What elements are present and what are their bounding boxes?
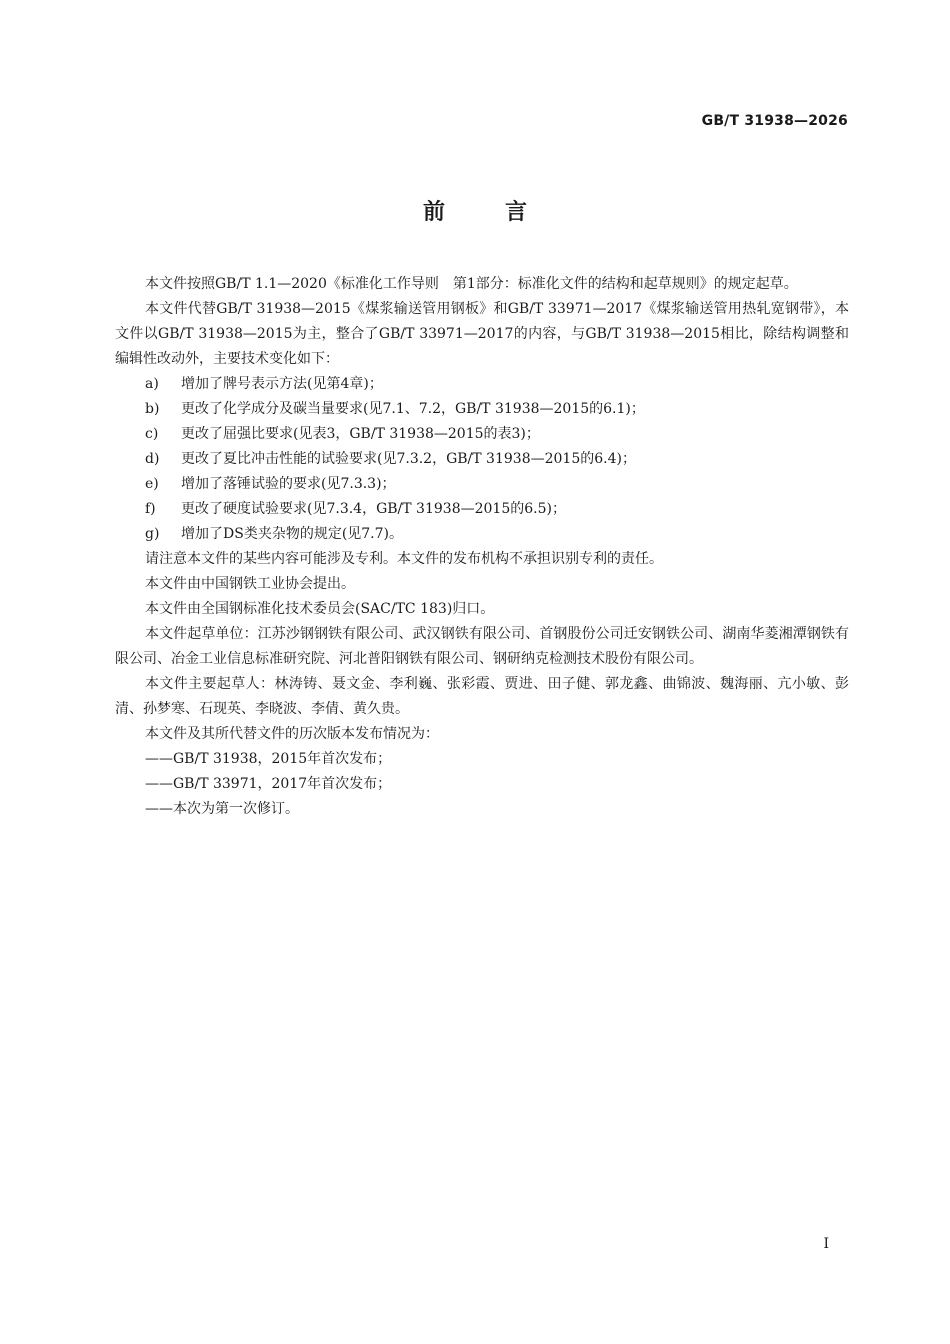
- page-number: I: [823, 1236, 829, 1252]
- paragraph-drafting-units: 本文件起草单位：江苏沙钢钢铁有限公司、武汉钢铁有限公司、首钢股份公司迁安钢铁公司、湖南华菱湘潭钢铁有限公司、冶金工业信息标准研究院、河北普阳钢铁有限公司、钢研纳克检测技术股份有限公司。: [115, 626, 849, 667]
- list-item: [115, 397, 849, 422]
- standard-code: GB/T 31938—2026: [701, 113, 848, 129]
- paragraph-drafting-rules: 本文件按照GB/T 1.1—2020《标准化工作导则 第1部分：标准化文件的结构和起草规则》的规定起草。: [145, 276, 798, 292]
- list-item-text: 更改了化学成分及碳当量要求(见7.1、7.2，GB/T 31938—2015的6.1)；: [181, 401, 645, 417]
- history-item: ——GB/T 31938，2015年首次发布；: [145, 751, 392, 767]
- list-item-label: e): [145, 476, 159, 492]
- list-item-text: 更改了屈强比要求(见表3，GB/T 31938—2015的表3)；: [181, 426, 540, 442]
- paragraph-history-intro: 本文件及其所代替文件的历次版本发布情况为：: [145, 726, 439, 742]
- paragraph-proposer: 本文件由中国钢铁工业协会提出。: [145, 576, 355, 592]
- list-item: [115, 522, 849, 547]
- list-item-label: a): [145, 376, 159, 392]
- list-item-text: 增加了落锤试验的要求(见7.3.3)；: [181, 476, 396, 492]
- list-item-text: 更改了夏比冲击性能的试验要求(见7.3.2，GB/T 31938—2015的6.4)；: [181, 451, 636, 467]
- list-item-label: b): [145, 401, 160, 417]
- list-item: [115, 472, 849, 497]
- list-item: [115, 422, 849, 447]
- preface-body: [115, 272, 849, 822]
- history-item: ——本次为第一次修订。: [145, 801, 299, 817]
- list-item-text: 增加了牌号表示方法(见第4章)；: [181, 376, 383, 392]
- list-item: [115, 372, 849, 397]
- paragraph-drafters: 本文件主要起草人：林涛铸、聂文金、李利巍、张彩霞、贾进、田子健、郭龙鑫、曲锦波、魏海丽、亢小敏、彭清、孙梦寒、石现英、李晓波、李倩、黄久贵。: [115, 676, 849, 717]
- paragraph-committee: 本文件由全国钢标准化技术委员会(SAC/TC 183)归口。: [145, 601, 495, 617]
- paragraph-patent-notice: 请注意本文件的某些内容可能涉及专利。本文件的发布机构不承担识别专利的责任。: [145, 551, 663, 567]
- list-item: [115, 447, 849, 472]
- list-item-label: c): [145, 426, 159, 442]
- paragraph-replacement: 本文件代替GB/T 31938—2015《煤浆输送管用钢板》和GB/T 33971—2017《煤浆输送管用热轧宽钢带》，本文件以GB/T 31938—2015为主，整合了GB/T 33971—2017的内容，与GB/T 31938—2015相比，除结构调整和编辑性改动外，主要技术变化如下：: [115, 301, 849, 367]
- history-item: ——GB/T 33971，2017年首次发布；: [145, 776, 392, 792]
- list-item-text: 更改了硬度试验要求(见7.3.4，GB/T 31938—2015的6.5)；: [181, 501, 566, 517]
- list-item-label: g): [145, 526, 160, 542]
- list-item-label: d): [145, 451, 160, 467]
- list-item-text: 增加了DS类夹杂物的规定(见7.7)。: [181, 526, 404, 542]
- list-item: [115, 497, 849, 522]
- page-title: 前言: [422, 200, 587, 225]
- list-item-label: f): [145, 501, 156, 517]
